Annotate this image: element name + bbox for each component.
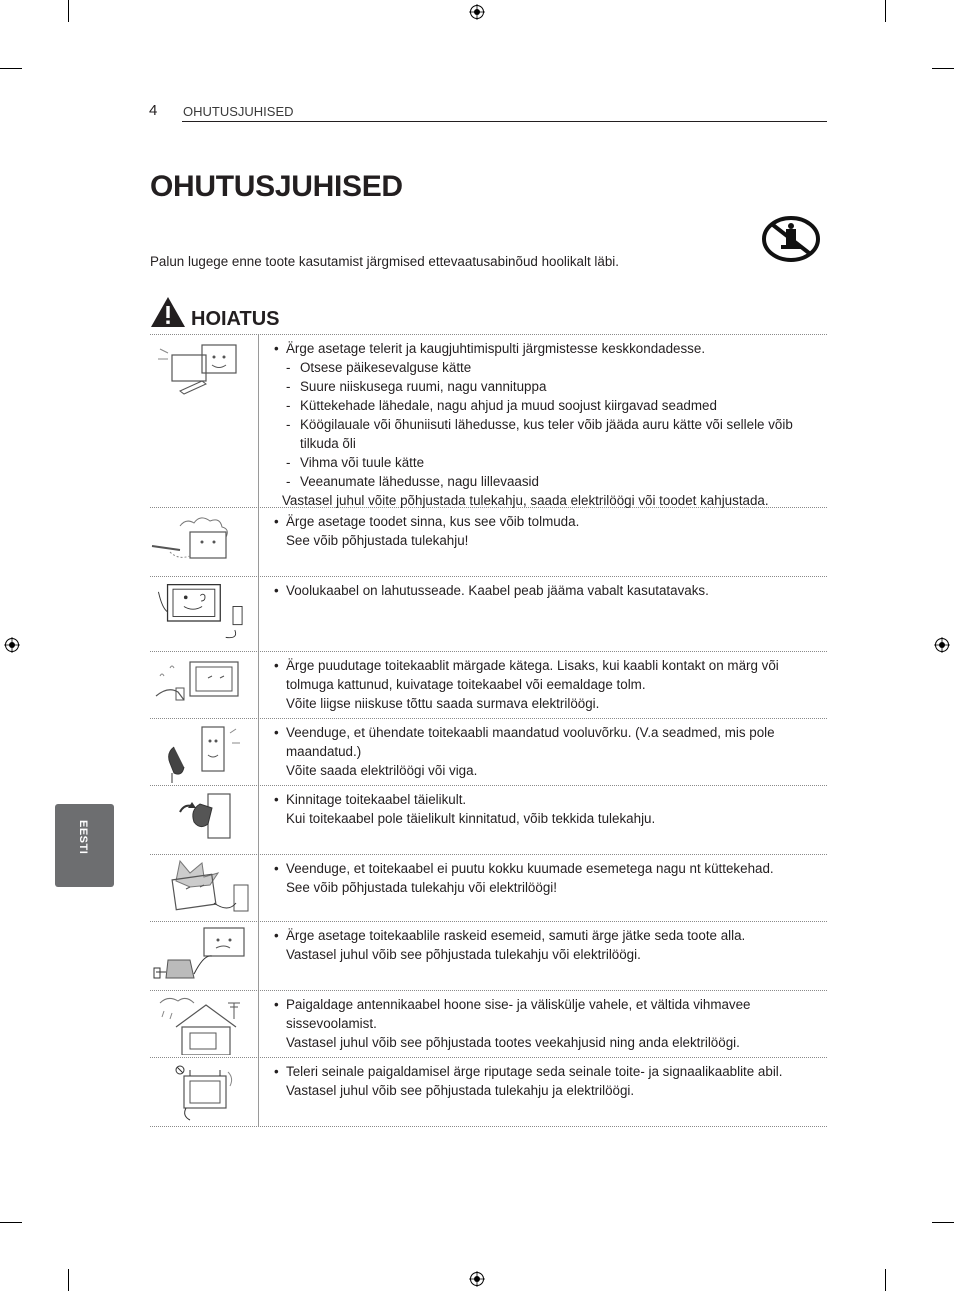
- list-item: - Suure niiskusega ruumi, nagu vannituppa: [274, 377, 814, 396]
- heavy-object-on-cable-illustration-icon: [150, 926, 256, 986]
- warning-row-secure-cable: [150, 786, 827, 855]
- antenna-cable-house-illustration-icon: [150, 995, 256, 1055]
- header-rule: [182, 121, 827, 122]
- column-divider: [258, 508, 259, 576]
- crop-mark: [932, 1222, 954, 1223]
- warning-triangle-icon: [150, 296, 186, 328]
- warning-bullet: • Ärge asetage telerit ja kaugjuhtimispulti järgmistesse keskkondadesse.: [274, 339, 814, 358]
- column-divider: [258, 786, 259, 854]
- warning-bullet: • Veenduge, et toitekaabel ei puutu kokku kuumade esemetega nagu nt küttekehad.: [274, 859, 814, 878]
- column-divider: [258, 855, 259, 921]
- column-divider: [258, 1058, 259, 1126]
- warning-text: [274, 859, 814, 897]
- warning-label: HOIATUS: [191, 308, 280, 330]
- warning-text: [274, 656, 814, 713]
- warning-bullet: • Kinnitage toitekaabel täielikult.: [274, 790, 814, 809]
- registration-mark-icon: [469, 4, 485, 20]
- column-divider: [258, 719, 259, 785]
- warning-consequence: See võib põhjustada tulekahju või elektrilöögi!: [286, 880, 557, 895]
- crop-mark: [885, 1269, 886, 1291]
- tv-environment-illustration-icon: [150, 339, 256, 399]
- warning-section-heading: [150, 296, 827, 335]
- page-title: OHUTUSJUHISED: [150, 170, 403, 203]
- warning-text: [274, 790, 814, 828]
- warning-bullet: • Ärge puudutage toitekaablit märgade kätega. Lisaks, kui kaabli kontakt on märg või tolmuga kattunud, kuivatage toitekaabel või eemaldage tolm.: [274, 656, 814, 694]
- warning-consequence: Võite liigse niiskuse tõttu saada surmava elektrilöögi.: [286, 696, 600, 711]
- crop-mark: [0, 68, 22, 69]
- intro-text: Palun lugege enne toote kasutamist järgmised ettevaatusabinõud hoolikalt läbi.: [150, 254, 619, 269]
- warning-consequence: Vastasel juhul võib see põhjustada tootes veekahjusid ning anda elektrilöögi.: [286, 1035, 740, 1050]
- list-item: - Otsese päikesevalguse kätte: [274, 358, 814, 377]
- column-divider: [258, 577, 259, 651]
- column-divider: [258, 922, 259, 990]
- grounded-outlet-illustration-icon: [150, 723, 256, 783]
- warning-row-dust: [150, 508, 827, 577]
- power-cable-accessible-illustration-icon: [150, 581, 256, 641]
- crop-mark: [885, 0, 886, 22]
- wall-mount-cables-illustration-icon: [150, 1062, 256, 1122]
- warning-consequence: Võite saada elektrilöögi või viga.: [286, 763, 478, 778]
- language-tab: [55, 804, 114, 887]
- running-header: OHUTUSJUHISED: [183, 104, 294, 119]
- warning-bullet: • Teleri seinale paigaldamisel ärge riputage seda seinale toite- ja signaalikaablite abil.: [274, 1062, 814, 1081]
- warning-text: [274, 512, 814, 550]
- crop-mark: [68, 0, 69, 22]
- warning-bullet: • Veenduge, et ühendate toitekaabli maandatud vooluvõrku. (V.a seadmed, mis pole maandatud.): [274, 723, 814, 761]
- warning-bullet: • Ärge asetage toitekaablile raskeid esemeid, samuti ärge jätke seda toote alla.: [274, 926, 814, 945]
- warning-bullet: • Voolukaabel on lahutusseade. Kaabel peab jääma vabalt kasutatavaks.: [274, 581, 814, 600]
- warning-row-heat: [150, 855, 827, 922]
- warning-row-wet-hands: [150, 652, 827, 719]
- list-item: - Köögilauale või õhuniisuti lähedusse, kus teler võib jääda auru kätte või sellele võib tilkuda õli: [274, 415, 814, 453]
- warning-consequence: Kui toitekaabel pole täielikult kinnitatud, võib tekkida tulekahju.: [286, 811, 656, 826]
- warning-consequence: Vastasel juhul võib see põhjustada tulekahju ja elektrilöögi.: [286, 1083, 635, 1098]
- warning-row-disconnect: [150, 577, 827, 652]
- warning-row-environment: [150, 335, 827, 508]
- warning-text: [274, 339, 814, 510]
- list-item: - Küttekehade lähedale, nagu ahjud ja muud soojust kiirgavad seadmed: [274, 396, 814, 415]
- registration-mark-icon: [934, 637, 950, 653]
- no-disassemble-icon: [761, 215, 821, 263]
- plug-insert-illustration-icon: [150, 790, 256, 850]
- page-number: 4: [149, 102, 158, 119]
- crop-mark: [68, 1269, 69, 1291]
- registration-mark-icon: [469, 1271, 485, 1287]
- warning-text: [274, 1062, 814, 1100]
- list-item: - Vihma või tuule kätte: [274, 453, 814, 472]
- wet-hands-cable-illustration-icon: [150, 656, 256, 716]
- warning-bullet: • Paigaldage antennikaabel hoone sise- ja väliskülje vahele, et vältida vihmavee sissevoolamist.: [274, 995, 814, 1033]
- column-divider: [258, 335, 259, 507]
- crop-mark: [0, 1222, 22, 1223]
- warning-consequence: See võib põhjustada tulekahju!: [286, 533, 469, 548]
- warning-consequence: Vastasel juhul võite põhjustada tulekahju, saada elektrilöögi või toodet kahjustada.: [282, 493, 769, 508]
- dusty-tv-illustration-icon: [150, 512, 256, 572]
- warning-text: [274, 926, 814, 964]
- crop-mark: [932, 68, 954, 69]
- warning-row-antenna: [150, 991, 827, 1058]
- cable-near-heater-illustration-icon: [150, 859, 256, 919]
- registration-mark-icon: [4, 637, 20, 653]
- warning-text: [274, 581, 814, 600]
- warning-consequence: Vastasel juhul võib see põhjustada tulekahju või elektrilöögi.: [286, 947, 641, 962]
- warning-row-grounding: [150, 719, 827, 786]
- warning-text: [274, 995, 814, 1052]
- warning-bullet: • Ärge asetage toodet sinna, kus see võib tolmuda.: [274, 512, 814, 531]
- warning-row-wall-mount: [150, 1058, 827, 1127]
- language-tab-label: EESTI: [77, 820, 89, 855]
- warning-text: [274, 723, 814, 780]
- column-divider: [258, 652, 259, 718]
- column-divider: [258, 991, 259, 1057]
- warning-row-heavy-objects: [150, 922, 827, 991]
- list-item: - Veeanumate lähedusse, nagu lillevaasid: [274, 472, 814, 491]
